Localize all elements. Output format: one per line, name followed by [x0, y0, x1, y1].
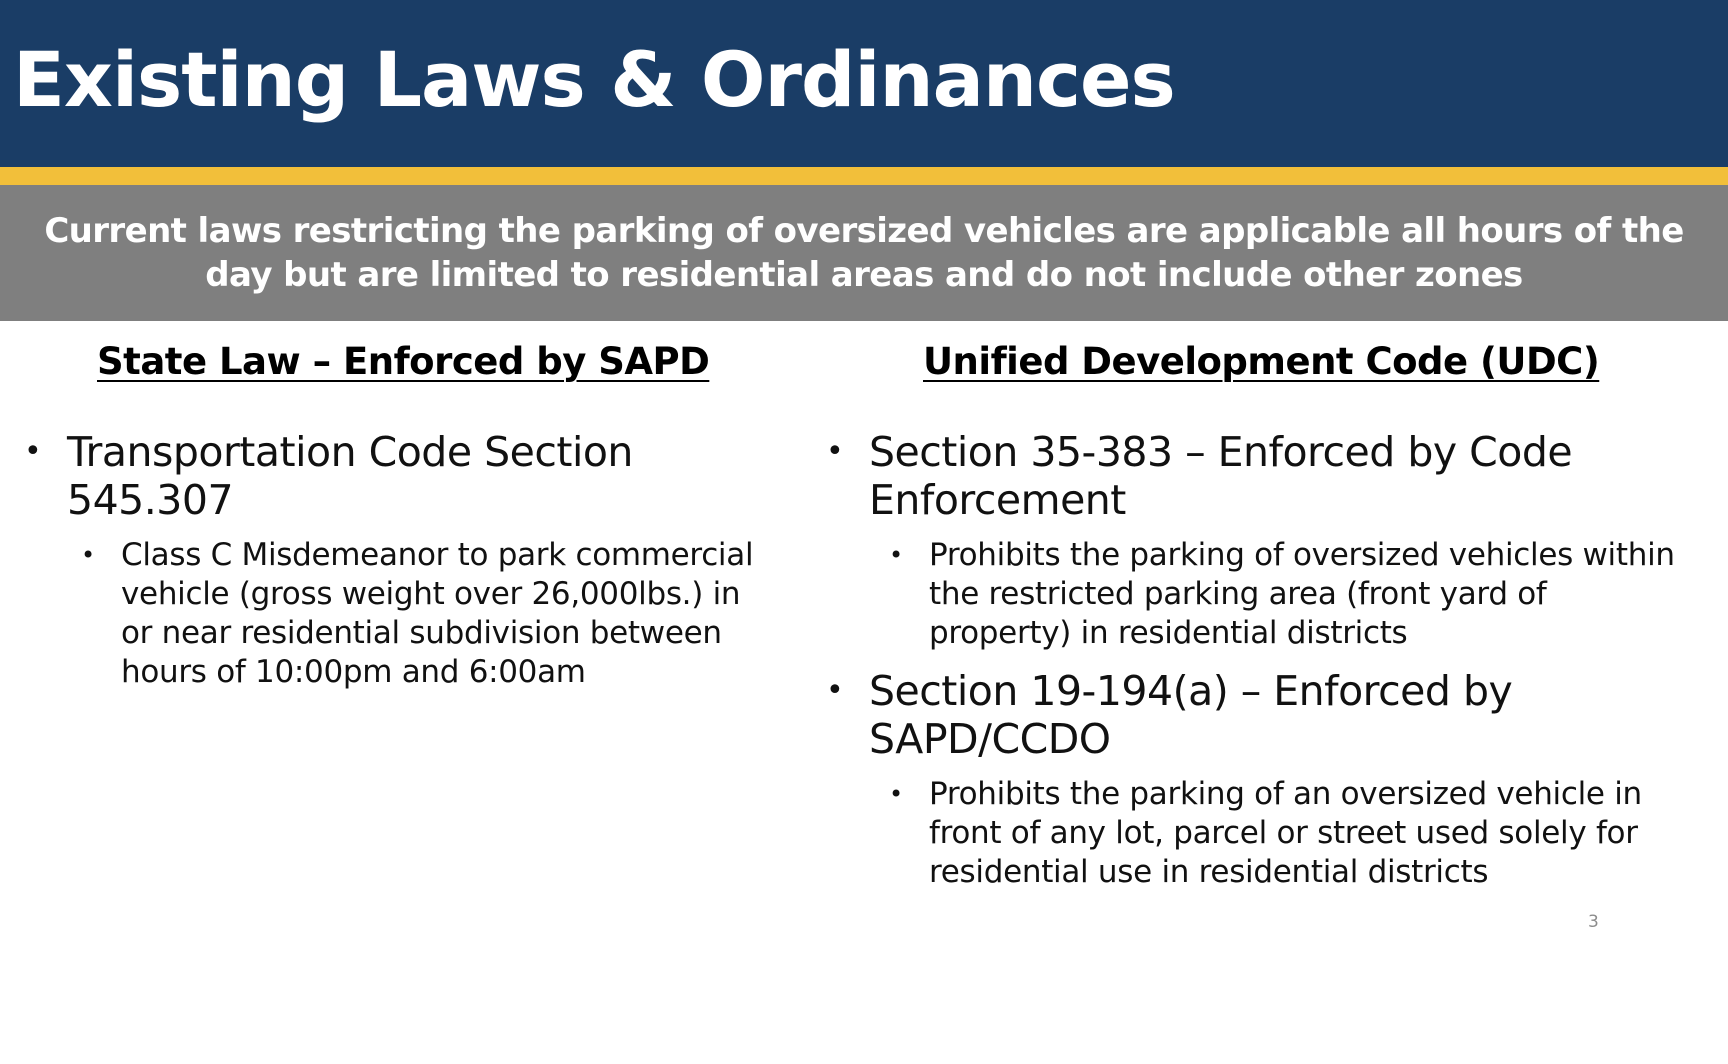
- list-item: [24, 428, 754, 524]
- summary-band: [0, 185, 1728, 321]
- sub-list-item: [889, 775, 1696, 892]
- udc-column: [826, 428, 1696, 906]
- page-number: 3: [1588, 912, 1599, 932]
- bullet-icon: •: [889, 541, 903, 569]
- accent-stripe: [0, 167, 1728, 185]
- title-bar: [0, 0, 1728, 167]
- list-item-text: Section 35-383 – Enforced by Code Enforcement: [869, 428, 1573, 524]
- bullet-icon: •: [24, 434, 42, 469]
- state-law-column: [24, 428, 754, 706]
- summary-text: Current laws restricting the parking of oversized vehicles are applicable all hours of the day but are limited to residential areas and do not include other zones: [44, 211, 1684, 295]
- sub-list-item-text: Class C Misdemeanor to park commercial vehicle (gross weight over 26,000lbs.) in or near residential subdivision between hours of 10:00pm and 6:00am: [121, 537, 754, 690]
- list-item: [826, 428, 1696, 524]
- sub-list-item-text: Prohibits the parking of an oversized vehicle in front of any lot, parcel or street used solely for residential use in residential districts: [929, 776, 1642, 890]
- sub-list-item: [889, 536, 1696, 653]
- bullet-icon: •: [81, 541, 95, 569]
- bullet-icon: •: [826, 434, 844, 469]
- udc-heading: Unified Development Code (UDC): [923, 340, 1600, 383]
- slide-title: Existing Laws & Ordinances: [13, 35, 1175, 124]
- bullet-icon: •: [826, 673, 844, 708]
- sub-list-item-text: Prohibits the parking of oversized vehicles within the restricted parking area (front yard of property) in residential districts: [929, 537, 1675, 651]
- list-item: [826, 667, 1696, 763]
- list-item-text: Transportation Code Section 545.307: [67, 428, 633, 524]
- state-law-heading: State Law – Enforced by SAPD: [97, 340, 710, 383]
- list-item-text: Section 19-194(a) – Enforced by SAPD/CCDO: [869, 667, 1513, 763]
- bullet-icon: •: [889, 780, 903, 808]
- sub-list-item: [81, 536, 754, 692]
